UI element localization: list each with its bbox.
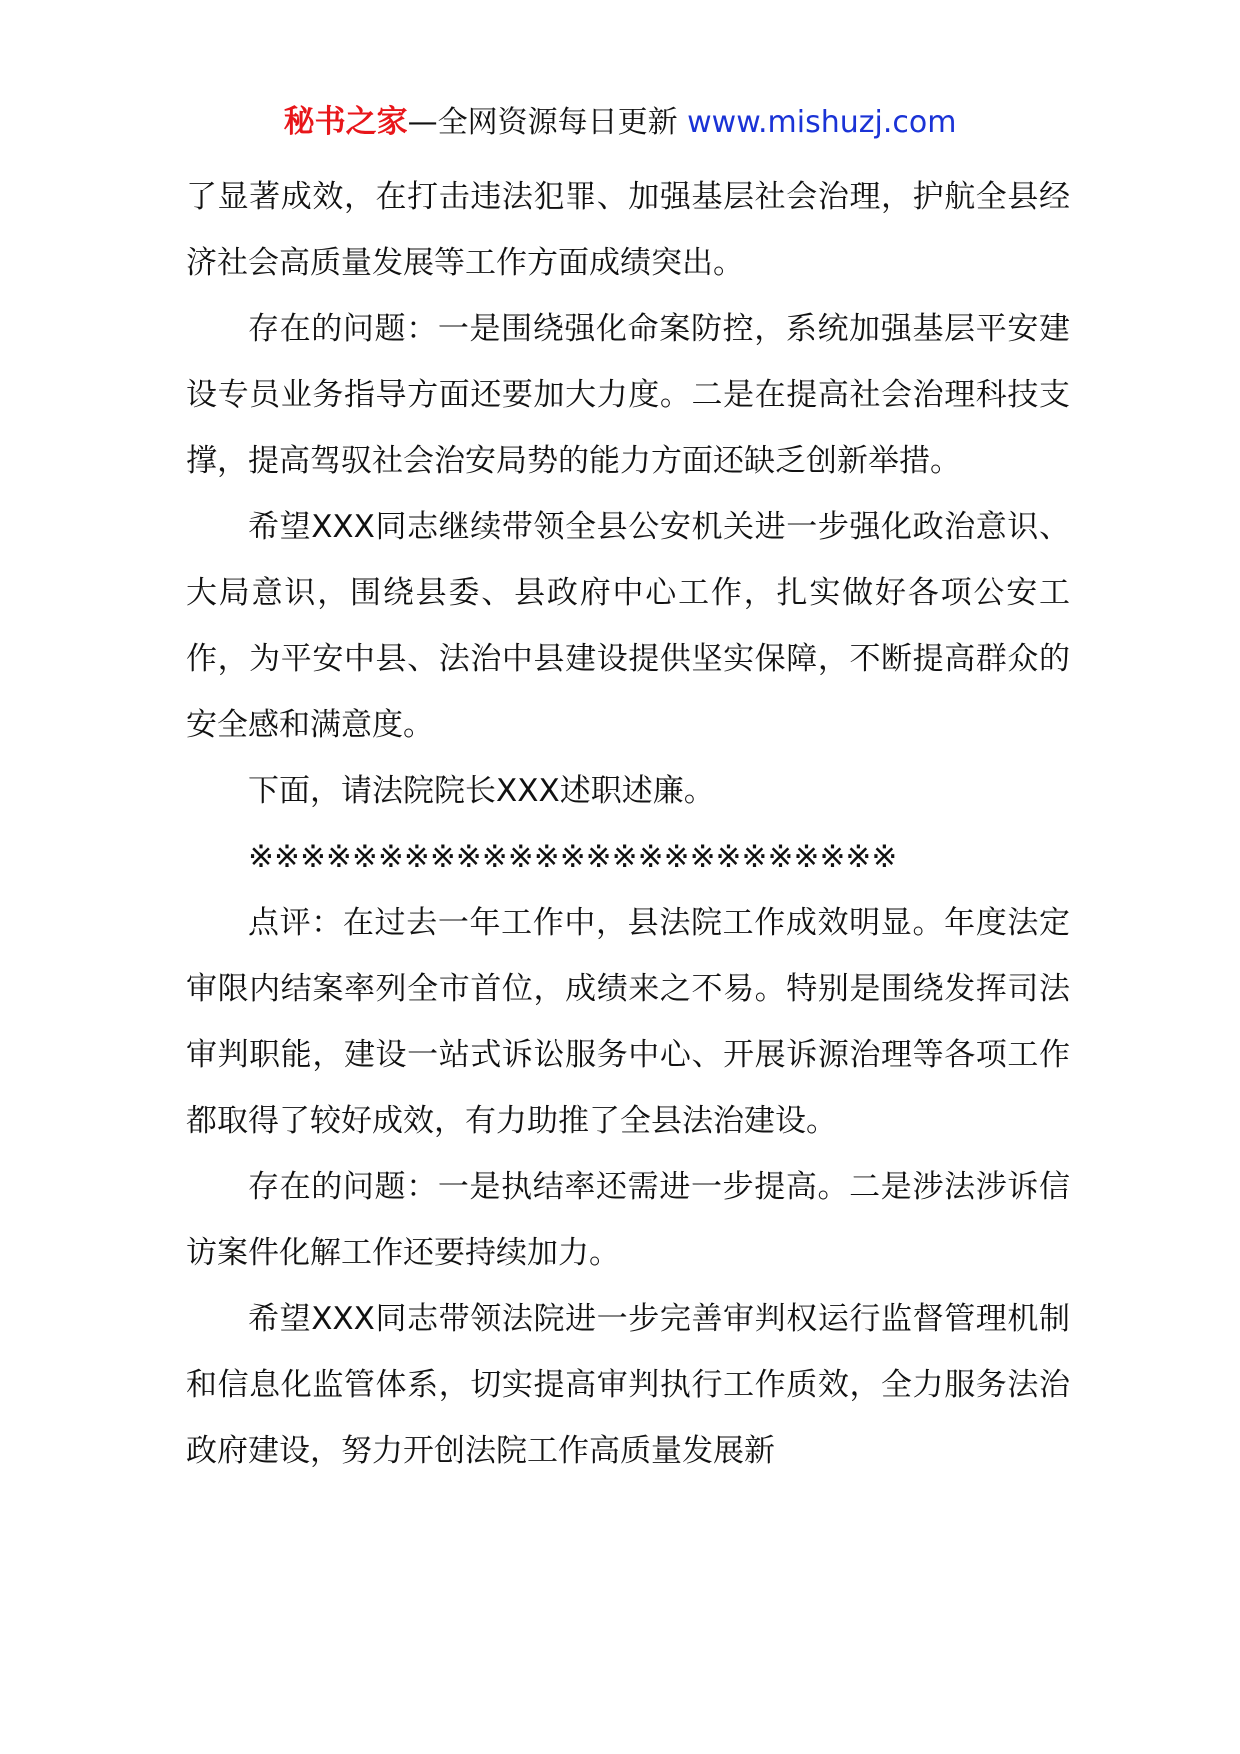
paragraph-hope-court: 希望XXX同志带领法院进一步完善审判权运行监督管理机制和信息化监管体系，切实提高审判执行工作质效，全力服务法治政府建设，努力开创法院工作高质量发展新: [186, 1301, 1070, 1469]
document-body: [186, 164, 1070, 1484]
section-divider: ※※※※※※※※※※※※※※※※※※※※※※※※※: [248, 839, 898, 875]
paragraph-hope-police: 希望XXX同志继续带领全县公安机关进一步强化政治意识、大局意识，围绕县委、县政府中心工作，扎实做好各项公安工作，为平安中县、法治中县建设提供坚实保障，不断提高群众的安全感和满意度。: [186, 509, 1070, 743]
paragraph-problems-court: 存在的问题：一是执结率还需进一步提高。二是涉法涉诉信访案件化解工作还要持续加力。: [186, 1169, 1070, 1271]
page-header: [0, 100, 1240, 145]
paragraph-continuation: 了显著成效，在打击违法犯罪、加强基层社会治理，护航全县经济社会高质量发展等工作方面成绩突出。: [186, 179, 1070, 281]
brand-name: 秘书之家: [283, 104, 408, 140]
header-slogan: —全网资源每日更新: [407, 105, 688, 140]
paragraph-problems-police: 存在的问题：一是围绕强化命案防控，系统加强基层平安建设专员业务指导方面还要加大力度。二是在提高社会治理科技支撑，提高驾驭社会治安局势的能力方面还缺乏创新举措。: [186, 311, 1070, 479]
paragraph-next-speaker: 下面，请法院院长XXX述职述廉。: [248, 773, 715, 809]
paragraph-review-court: 点评：在过去一年工作中，县法院工作成效明显。年度法定审限内结案率列全市首位，成绩来之不易。特别是围绕发挥司法审判职能，建设一站式诉讼服务中心、开展诉源治理等各项工作都取得了较好成效，有力助推了全县法治建设。: [186, 905, 1070, 1139]
website-link[interactable]: www.mishuzj.com: [687, 105, 957, 140]
